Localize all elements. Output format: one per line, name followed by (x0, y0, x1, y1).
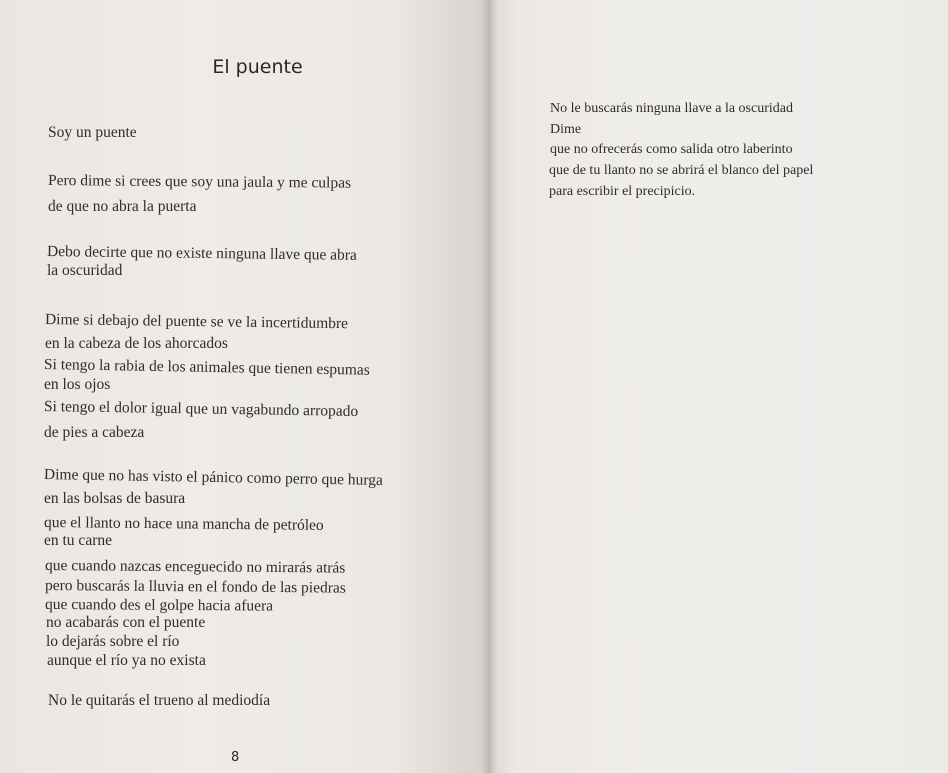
poem-line: para escribir el precipicio. (549, 184, 696, 199)
poem-line: aunque el río ya no exista (47, 652, 206, 669)
poem-line: Dime que no has visto el pánico como perro que hurga (43, 466, 384, 489)
right-page (490, 0, 948, 773)
poem-line: Si tengo la rabia de los animales que tienen espumas (43, 356, 370, 379)
poem-line: de que no abra la puerta (48, 198, 197, 215)
poem-line: en las bolsas de basura (44, 490, 186, 507)
poem-line: lo dejarás sobre el río (46, 633, 180, 650)
poem-line: que el llanto no hace una mancha de petróleo (43, 514, 324, 534)
poem-line: Dime (550, 122, 582, 137)
poem-line: Dime si debajo del puente se ve la incertidumbre (44, 311, 349, 333)
poem-line: en los ojos (44, 376, 111, 393)
poem-line: que cuando nazcas enceguecido no mirarás atrás (44, 557, 346, 577)
poem-line: que de tu llanto no se abrirá el blanco del papel (549, 163, 814, 178)
poem-line: en la cabeza de los ahorcados (45, 335, 228, 352)
poem-line: No le buscarás ninguna llave a la oscuridad (550, 101, 793, 116)
poem-line: de pies a cabeza (44, 424, 145, 441)
page-number: 8 (231, 750, 240, 765)
poem-line: la oscuridad (47, 262, 123, 279)
poem-line: Soy un puente (48, 124, 137, 141)
poem-line: en tu carne (44, 532, 112, 549)
poem-line: que cuando des el golpe hacia afuera (44, 596, 274, 615)
page-fold (482, 0, 498, 773)
poem-line: Pero dime si crees que soy una jaula y me culpas (47, 172, 352, 192)
poem-title: El puente (212, 56, 303, 78)
poem-line: pero buscarás la lluvia en el fondo de las piedras (44, 577, 346, 597)
poem-line: No le quitarás el trueno al mediodía (48, 692, 271, 709)
poem-line: Si tengo el dolor igual que un vagabundo arropado (43, 398, 359, 420)
poem-line: que no ofrecerás como salida otro laberinto (550, 142, 793, 157)
poem-line: no acabarás con el puente (46, 614, 206, 631)
poem-line: Debo decirte que no existe ninguna llave que abra (46, 243, 357, 264)
